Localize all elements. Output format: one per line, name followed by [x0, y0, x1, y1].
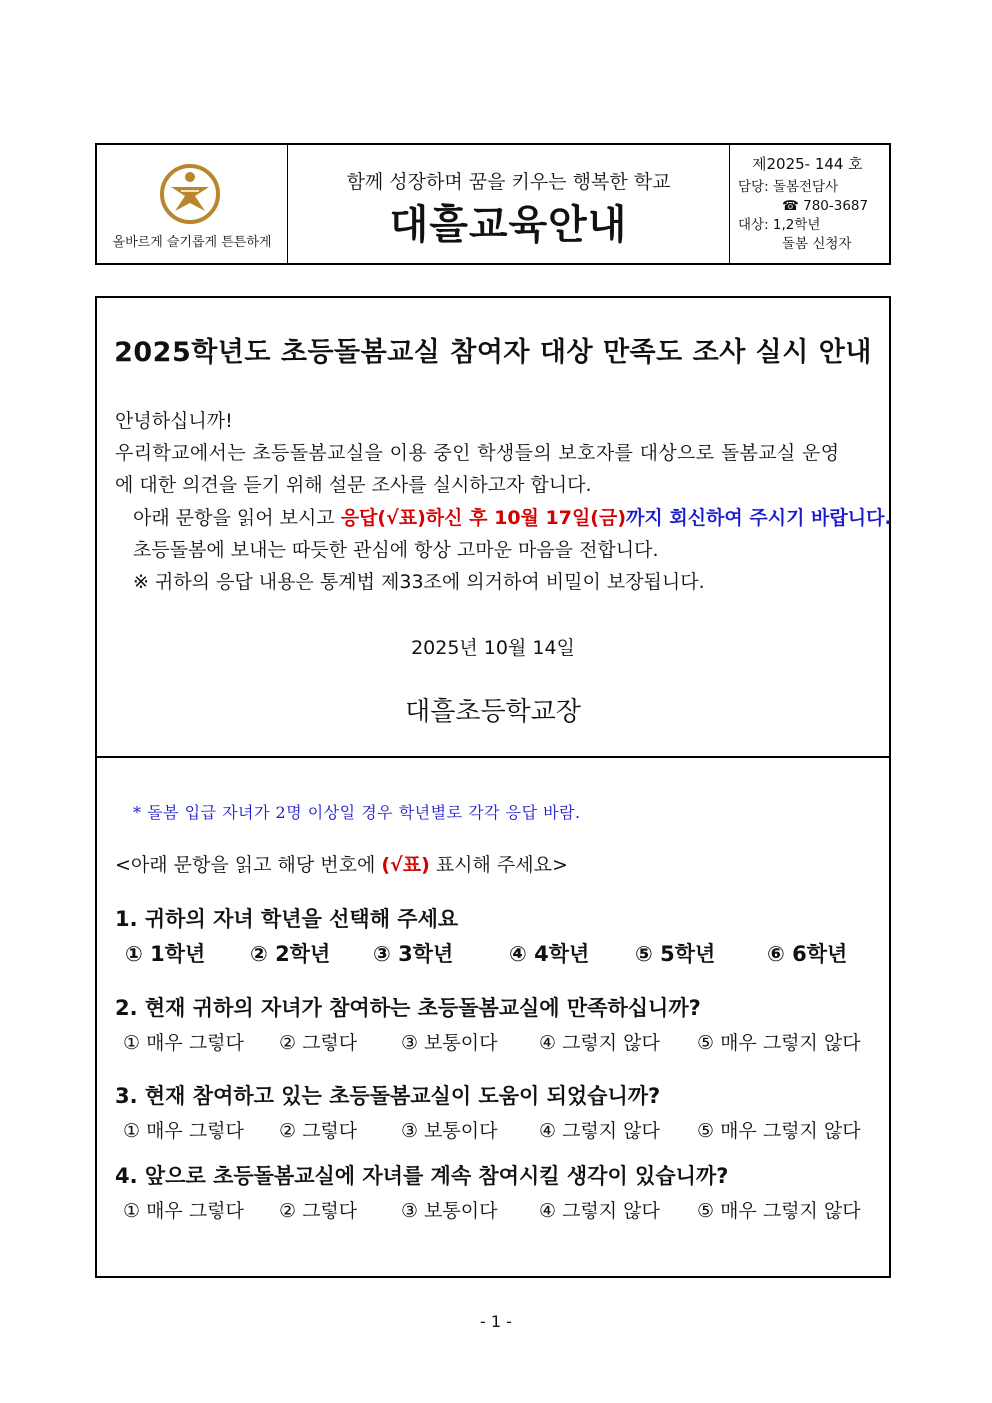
greeting: 안녕하십니까! — [115, 410, 233, 432]
instruction-text-end: 표시해 주세요> — [429, 854, 568, 876]
q3-option-1[interactable]: ① 매우 그렇다 — [123, 1120, 244, 1142]
phone-number: ☎ 780-3687 — [782, 198, 869, 214]
target-audience-sub: 돌봄 신청자 — [782, 236, 852, 252]
page-number: - 1 - — [480, 1312, 512, 1331]
q2-option-5[interactable]: ⑤ 매우 그렇지 않다 — [697, 1032, 861, 1054]
q2-option-1[interactable]: ① 매우 그렇다 — [123, 1032, 244, 1054]
newsletter-name: 대흘교육안내 — [389, 202, 628, 248]
notice-date: 2025년 10월 14일 — [411, 637, 575, 659]
notice-box — [95, 296, 891, 758]
instruction-text: <아래 문항을 읽고 해당 번호에 — [115, 854, 382, 876]
doc-info-cell — [730, 145, 889, 263]
q1-option-4[interactable]: ④ 4학년 — [509, 942, 590, 966]
q4-option-4[interactable]: ④ 그렇지 않다 — [539, 1200, 660, 1222]
body-line-2: 에 대한 의견을 듣기 위해 설문 조사를 실시하고자 합니다. — [115, 474, 592, 496]
check-mark-label: (√표) — [381, 854, 430, 876]
line3-text: 아래 문항을 읽어 보시고 — [133, 507, 341, 529]
body-line-1: 우리학교에서는 초등돌봄교실을 이용 중인 학생들의 보호자를 대상으로 돌봄교실 운영 — [115, 442, 840, 464]
body-line-4: 초등돌봄에 보내는 따듯한 관심에 항상 고마운 마음을 전합니다. — [133, 539, 659, 561]
notice-title: 2025학년도 초등돌봄교실 참여자 대상 만족도 조사 실시 안내 — [114, 337, 872, 368]
document-number: 제2025- 144 호 — [752, 155, 863, 173]
q1-option-3[interactable]: ③ 3학년 — [373, 942, 454, 966]
q4-option-1[interactable]: ① 매우 그렇다 — [123, 1200, 244, 1222]
q3-option-2[interactable]: ② 그렇다 — [279, 1120, 358, 1142]
survey-instruction — [115, 850, 568, 877]
survey-note: * 돌봄 입급 자녀가 2명 이상일 경우 학년별로 각각 응답 바람. — [133, 803, 581, 822]
target-audience: 대상: 1,2학년 — [738, 217, 821, 233]
question-1: 1. 귀하의 자녀 학년을 선택해 주세요 — [115, 907, 459, 931]
q3-option-3[interactable]: ③ 보통이다 — [401, 1120, 498, 1142]
body-line-3 — [133, 503, 892, 530]
q2-option-2[interactable]: ② 그렇다 — [279, 1032, 358, 1054]
school-slogan: 함께 성장하며 꿈을 키우는 행복한 학교 — [346, 171, 671, 193]
privacy-note: ※ 귀하의 응답 내용은 통계법 제33조에 의거하여 비밀이 보장됩니다. — [133, 571, 705, 593]
q1-option-1[interactable]: ① 1학년 — [125, 942, 206, 966]
q4-option-2[interactable]: ② 그렇다 — [279, 1200, 358, 1222]
school-motto: 올바르게 슬기롭게 튼튼하게 — [112, 235, 272, 250]
contact-person: 담당: 돌봄전담사 — [738, 179, 839, 195]
principal-signature: 대흘초등학교장 — [405, 697, 581, 727]
q4-option-3[interactable]: ③ 보통이다 — [401, 1200, 498, 1222]
q4-option-5[interactable]: ⑤ 매우 그렇지 않다 — [697, 1200, 861, 1222]
title-cell — [288, 145, 730, 263]
school-motto-cell — [97, 145, 288, 263]
q1-option-5[interactable]: ⑤ 5학년 — [635, 942, 716, 966]
question-3: 3. 현재 참여하고 있는 초등돌봄교실이 도움이 되었습니까? — [115, 1084, 661, 1108]
q1-option-2[interactable]: ② 2학년 — [250, 942, 331, 966]
q3-option-4[interactable]: ④ 그렇지 않다 — [539, 1120, 660, 1142]
survey-box — [95, 756, 891, 1278]
q2-option-3[interactable]: ③ 보통이다 — [401, 1032, 498, 1054]
school-emblem-icon — [159, 163, 221, 225]
q1-option-6[interactable]: ⑥ 6학년 — [767, 942, 848, 966]
question-4: 4. 앞으로 초등돌봄교실에 자녀를 계속 참여시킬 생각이 있습니까? — [115, 1164, 729, 1188]
response-deadline: 응답(√표)하신 후 10월 17일(금) — [340, 507, 627, 529]
line3-emphasis: 까지 회신하여 주시기 바랍니다. — [626, 507, 892, 529]
question-2: 2. 현재 귀하의 자녀가 참여하는 초등돌봄교실에 만족하십니까? — [115, 996, 701, 1020]
q3-option-5[interactable]: ⑤ 매우 그렇지 않다 — [697, 1120, 861, 1142]
q2-option-4[interactable]: ④ 그렇지 않다 — [539, 1032, 660, 1054]
newsletter-header — [95, 143, 891, 265]
